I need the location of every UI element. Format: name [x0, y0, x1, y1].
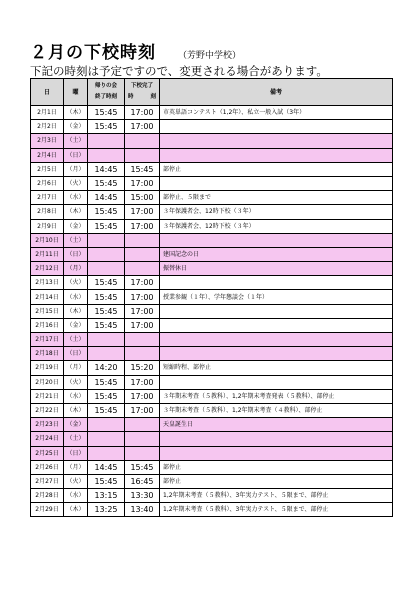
header-leave-time-char1: 時	[128, 94, 134, 100]
notes-cell: 建国記念の日	[160, 247, 393, 261]
leave-time-cell: 15:45	[125, 460, 160, 474]
weekday-cell: （木）	[64, 106, 88, 120]
date-cell: 2月11日	[31, 247, 64, 261]
date-cell: 2月12日	[31, 262, 64, 276]
date-cell: 2月15日	[31, 304, 64, 318]
leave-time-cell: 17:00	[125, 304, 160, 318]
title-row	[30, 38, 242, 63]
notes-cell	[160, 148, 393, 162]
header-leave-time-char2: 刻	[150, 94, 156, 100]
leave-time-cell	[125, 418, 160, 432]
end-time-cell	[88, 134, 125, 148]
notes-cell	[160, 446, 393, 460]
date-cell: 2月20日	[31, 375, 64, 389]
leave-time-cell: 17:00	[125, 318, 160, 332]
header-end-time-line1: 帰りの会	[94, 83, 117, 89]
weekday-cell: （土）	[64, 233, 88, 247]
subtitle: 下記の時刻は予定ですので、変更される場合があります。	[30, 64, 328, 78]
date-cell: 2月27日	[31, 474, 64, 488]
date-cell: 2月8日	[31, 205, 64, 219]
notes-cell: ３年期末考査（５教科）、1,2年期末考査（４教科）、部停止	[160, 403, 393, 417]
leave-time-cell	[125, 134, 160, 148]
notes-cell: ３年保護者会、12時下校（３年）	[160, 205, 393, 219]
end-time-cell: 15:45	[88, 375, 125, 389]
weekday-cell: （土）	[64, 134, 88, 148]
table-row	[31, 162, 393, 176]
leave-time-cell	[125, 432, 160, 446]
header-leave-time-line1: 下校完了	[130, 83, 153, 89]
weekday-cell: （水）	[64, 389, 88, 403]
leave-time-cell	[125, 347, 160, 361]
leave-time-cell	[125, 148, 160, 162]
table-row	[31, 361, 393, 375]
weekday-cell: （土）	[64, 333, 88, 347]
weekday-cell: （水）	[64, 290, 88, 304]
end-time-cell: 15:45	[88, 120, 125, 134]
table-row	[31, 389, 393, 403]
leave-time-cell: 17:00	[125, 403, 160, 417]
end-time-cell: 15:45	[88, 290, 125, 304]
weekday-cell: （木）	[64, 205, 88, 219]
table-row	[31, 432, 393, 446]
notes-cell: 部停止	[160, 460, 393, 474]
end-time-cell	[88, 418, 125, 432]
notes-cell: 1,2年期末考査（５教科）、3年実力テスト、５限まで、部停止	[160, 489, 393, 503]
table-row	[31, 489, 393, 503]
date-cell: 2月4日	[31, 148, 64, 162]
end-time-cell: 14:20	[88, 361, 125, 375]
weekday-cell: （金）	[64, 120, 88, 134]
leave-time-cell	[125, 446, 160, 460]
table-row	[31, 276, 393, 290]
weekday-cell: （金）	[64, 219, 88, 233]
notes-cell: 短縮時程、部停止	[160, 361, 393, 375]
weekday-cell: （火）	[64, 176, 88, 190]
notes-cell: 市英単語コンテスト（1,2年）、私立一般入試（3年）	[160, 106, 393, 120]
table-row	[31, 191, 393, 205]
notes-cell	[160, 333, 393, 347]
leave-time-cell	[125, 333, 160, 347]
date-cell: 2月28日	[31, 489, 64, 503]
table-row	[31, 347, 393, 361]
leave-time-cell: 15:20	[125, 361, 160, 375]
end-time-cell	[88, 333, 125, 347]
end-time-cell: 13:15	[88, 489, 125, 503]
end-time-cell: 15:45	[88, 304, 125, 318]
notes-cell: 振替休日	[160, 262, 393, 276]
schedule-body	[31, 106, 393, 517]
table-row	[31, 176, 393, 190]
date-cell: 2月16日	[31, 318, 64, 332]
end-time-cell: 15:45	[88, 403, 125, 417]
end-time-cell: 14:45	[88, 162, 125, 176]
date-cell: 2月9日	[31, 219, 64, 233]
weekday-cell: （火）	[64, 276, 88, 290]
leave-time-cell: 16:45	[125, 474, 160, 488]
date-cell: 2月26日	[31, 460, 64, 474]
table-row	[31, 106, 393, 120]
notes-cell: 部停止、５限まで	[160, 191, 393, 205]
schedule-table	[30, 78, 393, 517]
leave-time-cell	[125, 247, 160, 261]
leave-time-cell: 17:00	[125, 389, 160, 403]
date-cell: 2月22日	[31, 403, 64, 417]
weekday-cell: （金）	[64, 318, 88, 332]
end-time-cell	[88, 247, 125, 261]
table-row	[31, 134, 393, 148]
table-row	[31, 446, 393, 460]
table-row	[31, 247, 393, 261]
table-row	[31, 148, 393, 162]
leave-time-cell: 17:00	[125, 176, 160, 190]
leave-time-cell: 15:00	[125, 191, 160, 205]
date-cell: 2月3日	[31, 134, 64, 148]
date-cell: 2月14日	[31, 290, 64, 304]
weekday-cell: （火）	[64, 375, 88, 389]
date-cell: 2月19日	[31, 361, 64, 375]
leave-time-cell: 17:00	[125, 106, 160, 120]
table-row	[31, 205, 393, 219]
header-end-time	[88, 79, 125, 106]
weekday-cell: （日）	[64, 148, 88, 162]
end-time-cell	[88, 262, 125, 276]
end-time-cell	[88, 233, 125, 247]
header-dow: 曜	[64, 79, 88, 106]
notes-cell	[160, 375, 393, 389]
end-time-cell: 15:45	[88, 176, 125, 190]
date-cell: 2月6日	[31, 176, 64, 190]
date-cell: 2月23日	[31, 418, 64, 432]
end-time-cell	[88, 446, 125, 460]
date-cell: 2月10日	[31, 233, 64, 247]
table-row	[31, 120, 393, 134]
leave-time-cell: 17:00	[125, 375, 160, 389]
date-cell: 2月21日	[31, 389, 64, 403]
table-row	[31, 503, 393, 517]
leave-time-cell: 17:00	[125, 120, 160, 134]
date-cell: 2月17日	[31, 333, 64, 347]
weekday-cell: （金）	[64, 418, 88, 432]
notes-cell	[160, 304, 393, 318]
date-cell: 2月7日	[31, 191, 64, 205]
table-row	[31, 333, 393, 347]
end-time-cell: 15:45	[88, 276, 125, 290]
end-time-cell	[88, 432, 125, 446]
weekday-cell: （水）	[64, 191, 88, 205]
notes-cell	[160, 347, 393, 361]
leave-time-cell: 17:00	[125, 276, 160, 290]
end-time-cell: 14:45	[88, 191, 125, 205]
date-cell: 2月18日	[31, 347, 64, 361]
leave-time-cell: 13:30	[125, 489, 160, 503]
header-date: 日	[31, 79, 64, 106]
table-row	[31, 318, 393, 332]
end-time-cell	[88, 148, 125, 162]
weekday-cell: （日）	[64, 347, 88, 361]
end-time-cell	[88, 347, 125, 361]
date-cell: 2月29日	[31, 503, 64, 517]
notes-cell	[160, 318, 393, 332]
end-time-cell: 15:45	[88, 205, 125, 219]
notes-cell: ３年期末考査（５教科）、1,2年期末考査発表（５教科）、部停止	[160, 389, 393, 403]
notes-cell: 授業参観（１年）、学年懇談会（１年）	[160, 290, 393, 304]
school-name: （芳野中学校）	[178, 51, 242, 61]
date-cell: 2月2日	[31, 120, 64, 134]
leave-time-cell: 15:45	[125, 162, 160, 176]
notes-cell	[160, 432, 393, 446]
table-row	[31, 403, 393, 417]
weekday-cell: （日）	[64, 446, 88, 460]
table-row	[31, 290, 393, 304]
weekday-cell: （月）	[64, 262, 88, 276]
weekday-cell: （土）	[64, 432, 88, 446]
header-notes: 備考	[160, 79, 393, 106]
date-cell: 2月13日	[31, 276, 64, 290]
table-row	[31, 262, 393, 276]
notes-cell: ３年保護者会、12時下校（３年）	[160, 219, 393, 233]
date-cell: 2月1日	[31, 106, 64, 120]
page-title: ２月の下校時刻	[30, 43, 156, 63]
leave-time-cell	[125, 262, 160, 276]
notes-cell: 1,2年期末考査（５教科）、3年実力テスト、５限まで、部停止	[160, 503, 393, 517]
table-row	[31, 418, 393, 432]
notes-cell: 部停止	[160, 474, 393, 488]
notes-cell	[160, 176, 393, 190]
weekday-cell: （木）	[64, 403, 88, 417]
leave-time-cell: 17:00	[125, 290, 160, 304]
table-row	[31, 219, 393, 233]
leave-time-cell: 17:00	[125, 205, 160, 219]
notes-cell: 天皇誕生日	[160, 418, 393, 432]
table-row	[31, 375, 393, 389]
leave-time-cell	[125, 233, 160, 247]
weekday-cell: （月）	[64, 361, 88, 375]
notes-cell	[160, 233, 393, 247]
leave-time-cell: 13:40	[125, 503, 160, 517]
end-time-cell: 15:45	[88, 389, 125, 403]
end-time-cell: 14:45	[88, 460, 125, 474]
weekday-cell: （月）	[64, 460, 88, 474]
table-row	[31, 304, 393, 318]
end-time-cell: 15:45	[88, 106, 125, 120]
end-time-cell: 13:25	[88, 503, 125, 517]
weekday-cell: （月）	[64, 162, 88, 176]
weekday-cell: （木）	[64, 503, 88, 517]
date-cell: 2月5日	[31, 162, 64, 176]
weekday-cell: （水）	[64, 489, 88, 503]
header-row	[31, 79, 393, 106]
notes-cell	[160, 134, 393, 148]
end-time-cell: 15:45	[88, 219, 125, 233]
end-time-cell: 15:45	[88, 318, 125, 332]
weekday-cell: （日）	[64, 247, 88, 261]
notes-cell	[160, 120, 393, 134]
date-cell: 2月25日	[31, 446, 64, 460]
table-row	[31, 474, 393, 488]
header-leave-time-line2	[125, 92, 159, 103]
table-row	[31, 233, 393, 247]
leave-time-cell: 17:00	[125, 219, 160, 233]
header-end-time-line2: 終了時刻	[94, 94, 117, 100]
notes-cell: 部停止	[160, 162, 393, 176]
table-row	[31, 460, 393, 474]
header-leave-time	[125, 79, 160, 106]
notes-cell	[160, 276, 393, 290]
weekday-cell: （火）	[64, 474, 88, 488]
end-time-cell: 15:45	[88, 474, 125, 488]
weekday-cell: （木）	[64, 304, 88, 318]
date-cell: 2月24日	[31, 432, 64, 446]
